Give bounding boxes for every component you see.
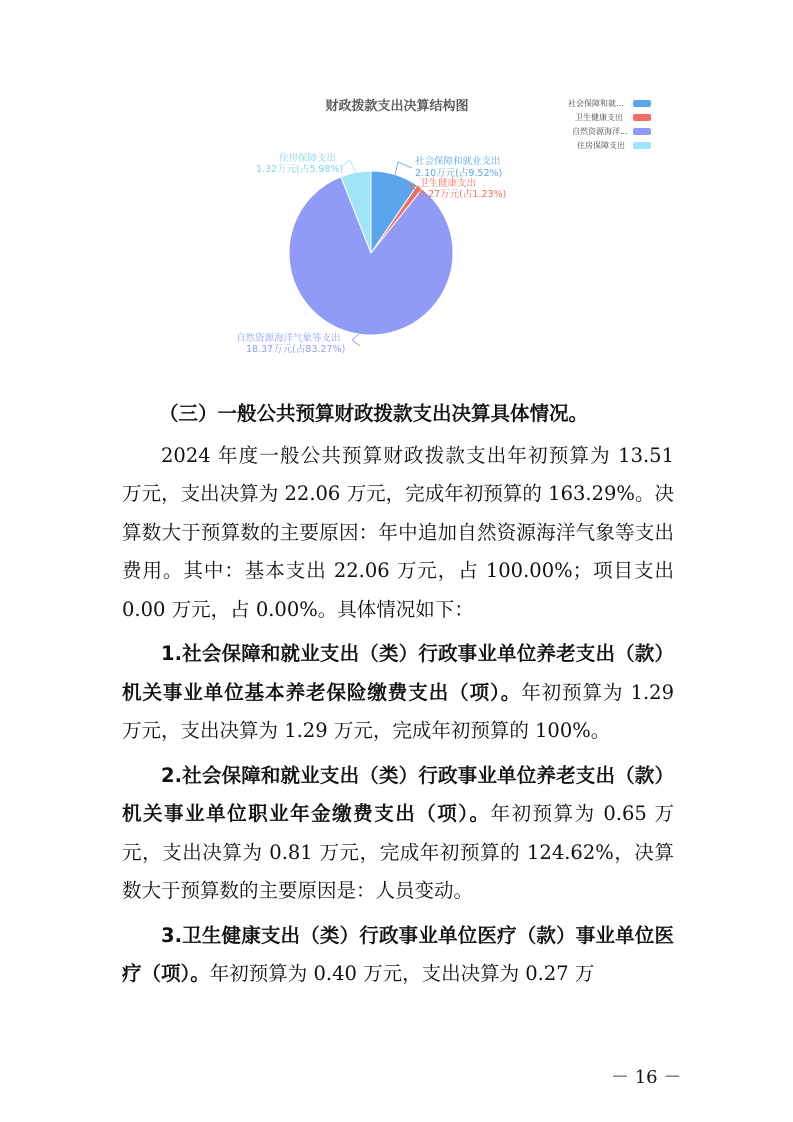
slice-name-natural-resources: 自然资源海洋气象等支出 bbox=[236, 333, 341, 344]
slice-label-social-security bbox=[415, 155, 502, 179]
item-2-text: 年初预算为 0.65 万元，支出决算为 0.81 万元，完成年初预算的 124.62%，决算数大于预算数的主要原因是：人员变动。 bbox=[122, 802, 674, 902]
chart-legend bbox=[568, 98, 651, 150]
expenditure-pie-chart bbox=[0, 0, 793, 380]
slice-value-health: 0.27万元(占1.23%) bbox=[419, 189, 507, 200]
legend-swatch-health bbox=[633, 114, 651, 121]
slice-value-natural-resources: 18.37万元(占83.27%) bbox=[246, 344, 346, 355]
legend-label-natural-resources: 自然资源海洋... bbox=[572, 127, 628, 136]
slice-value-social-security: 2.10万元(占9.52%) bbox=[415, 168, 503, 179]
item-3-title: 3.卫生健康支出（类）行政事业单位医疗（款）事业单位医疗（项）。 bbox=[122, 923, 674, 985]
slice-value-housing: 1.32万元(占5.98%) bbox=[256, 164, 344, 175]
item-2-title: 2.社会保障和就业支出（类）行政事业单位养老支出（款）机关事业单位职业年金缴费支出（项）。 bbox=[122, 763, 674, 825]
item-1-text: 年初预算为 1.29 万元，支出决算为 1.29 万元，完成年初预算的 100%。 bbox=[122, 680, 674, 742]
item-3 bbox=[122, 917, 674, 994]
slice-name-housing: 住房保障支出 bbox=[279, 153, 337, 164]
legend-swatch-natural-resources bbox=[633, 128, 651, 135]
legend-item-housing[interactable] bbox=[577, 140, 651, 150]
legend-label-health: 卫生健康支出 bbox=[575, 113, 623, 122]
legend-label-social-security: 社会保障和就... bbox=[568, 99, 624, 108]
slice-name-health: 卫生健康支出 bbox=[419, 178, 477, 189]
slice-label-health bbox=[419, 177, 506, 200]
section-heading: （三）一般公共预算财政拨款支出决算具体情况。 bbox=[159, 402, 589, 425]
legend-item-natural-resources[interactable] bbox=[572, 126, 651, 136]
legend-swatch-social-security bbox=[633, 100, 651, 107]
legend-item-health[interactable] bbox=[575, 112, 651, 122]
paragraph-overview: 2024 年度一般公共预算财政拨款支出年初预算为 13.51 万元，支出决算为 22.06 万元，完成年初预算的 163.29%。决算数大于预算数的主要原因：年中追加自然资源海洋气象等支出费用。其中：基本支出 22.06 万元，占 100.00%；项目支出 0.00 万元，占 0.00%。具体情况如下： bbox=[122, 443, 674, 621]
document-body bbox=[122, 395, 674, 994]
chart-title: 财政拨款支出决算结构图 bbox=[325, 99, 469, 114]
item-1-title: 1.社会保障和就业支出（类）行政事业单位养老支出（款）机关事业单位基本养老保险缴费支出（项）。 bbox=[122, 642, 674, 704]
legend-swatch-housing bbox=[633, 142, 651, 149]
leader-natural-resources bbox=[352, 334, 360, 346]
item-2 bbox=[122, 757, 674, 911]
leader-housing bbox=[342, 160, 356, 172]
item-1 bbox=[122, 635, 674, 751]
legend-item-social-security[interactable] bbox=[568, 98, 651, 108]
slice-name-social-security: 社会保障和就业支出 bbox=[415, 156, 501, 167]
legend-label-housing: 住房保障支出 bbox=[577, 141, 625, 150]
slice-label-natural-resources bbox=[236, 332, 345, 355]
leader-social-security bbox=[395, 162, 412, 175]
page-number: － 16 － bbox=[611, 1067, 682, 1088]
slice-label-housing bbox=[256, 152, 343, 175]
item-3-text: 年初预算为 0.40 万元，支出决算为 0.27 万 bbox=[209, 962, 595, 985]
